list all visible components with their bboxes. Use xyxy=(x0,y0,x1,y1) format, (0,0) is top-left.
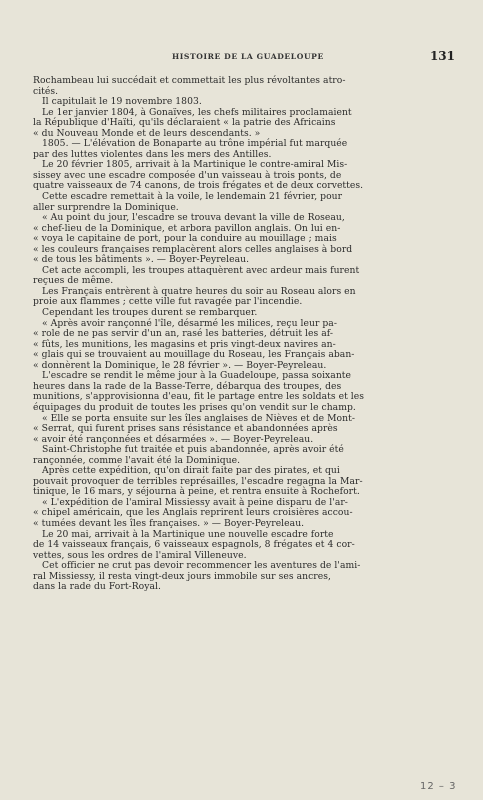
text-line: Cet acte accompli, les troupes attaquèrent avec ardeur mais furent xyxy=(42,264,360,276)
text-line: « L'expédition de l'amiral Missiessy avait à peine disparu de l'ar- xyxy=(42,496,348,508)
text-line: « glais qui se trouvaient au mouillage du Roseau, les Français aban- xyxy=(33,349,355,361)
text-line: « fûts, les munitions, les magasins et pris vingt-deux navires an- xyxy=(33,338,336,350)
text-line: munitions, s'approvisionna d'eau, fit le partage entre les soldats et les xyxy=(33,391,365,403)
text-line: « du Nouveau Monde et de leurs descendants. » xyxy=(33,127,261,139)
text-line: « voya le capitaine de port, pour la conduire au mouillage ; mais xyxy=(33,233,337,245)
text-line: proie aux flammes ; cette ville fut ravagée par l'incendie. xyxy=(33,296,303,308)
text-line: heures dans la rade de la Basse-Terre, débarqua des troupes, des xyxy=(33,380,342,392)
text-line: 1805. — L'élévation de Bonaparte au trône impérial fut marquée xyxy=(42,138,348,150)
text-line: « avoir été rançonnées et désarmées ». — Boyer-Peyreleau. xyxy=(33,433,314,445)
text-line: Il capitulait le 19 novembre 1803. xyxy=(42,96,202,108)
text-line: aller surprendre la Dominique. xyxy=(33,201,179,213)
text-line: « Serrat, qui furent prises sans résistance et abandonnées après xyxy=(33,423,338,435)
text-line: cités. xyxy=(33,85,59,97)
text-line: dans la rade du Fort-Royal. xyxy=(33,581,161,593)
text-line: Cette escadre remettait à la voile, le lendemain 21 février, pour xyxy=(42,191,343,203)
text-line: tinique, le 16 mars, y séjourna à peine, et rentra ensuite à Rochefort. xyxy=(33,486,360,498)
text-line: Le 1er janvier 1804, à Gonaïves, les chefs militaires proclamaient xyxy=(42,106,352,118)
text-line: Cependant les troupes durent se rembarquer. xyxy=(42,307,258,319)
text-line: Saint-Christophe fut traitée et puis abandonnée, après avoir été xyxy=(42,444,344,456)
text-line: Les Français entrèrent à quatre heures du soir au Roseau alors en xyxy=(42,285,356,297)
text-line: quatre vaisseaux de 74 canons, de trois frégates et de deux corvettes. xyxy=(33,180,364,192)
running-title: HISTOIRE DE LA GUADELOUPE xyxy=(172,52,324,61)
text-line: la République d'Haïti, qu'ils déclaraient « la patrie des Africains xyxy=(33,117,336,129)
body-text xyxy=(33,76,456,593)
text-line: par des luttes violentes dans les mers des Antilles. xyxy=(33,148,272,160)
text-line: ral Missiessy, il resta vingt-deux jours immobile sur ses ancres, xyxy=(33,570,331,582)
text-line: « donnèrent la Dominique, le 28 février ». — Boyer-Peyreleau. xyxy=(33,359,327,371)
text-line: « les couleurs françaises remplacèrent alors celles anglaises à bord xyxy=(33,243,353,255)
text-line: « Après avoir rançonné l'île, désarmé les milices, reçu leur pa- xyxy=(42,317,337,329)
text-line: équipages du produit de toutes les prises qu'on vendit sur le champ. xyxy=(33,401,356,413)
text-line: sissey avec une escadre composée d'un vaisseau à trois ponts, de xyxy=(33,169,342,181)
page-header xyxy=(0,49,483,66)
text-line: rançonnée, comme l'avait été la Dominique. xyxy=(33,454,241,466)
text-line: Le 20 février 1805, arrivait à la Martinique le contre-amiral Mis- xyxy=(42,159,348,171)
text-line: Après cette expédition, qu'on dirait faite par des pirates, et qui xyxy=(42,465,340,477)
text-line: Le 20 mai, arrivait à la Martinique une nouvelle escadre forte xyxy=(42,528,334,540)
handwritten-annotation: 12 – 3 xyxy=(420,781,457,792)
text-line: Rochambeau lui succédait et commettait les plus révoltantes atro- xyxy=(33,75,346,86)
text-line: pouvait provoquer de terribles représailles, l'escadre regagna la Mar- xyxy=(33,475,363,487)
text-line: Cet officier ne crut pas devoir recommencer les aventures de l'ami- xyxy=(42,560,361,572)
text-line: « Au point du jour, l'escadre se trouva devant la ville de Roseau, xyxy=(42,212,345,224)
text-line: « de tous les bâtiments ». — Boyer-Peyreleau. xyxy=(33,254,250,266)
text-line: de 14 vaisseaux français, 6 vaisseaux espagnols, 8 frégates et 4 cor- xyxy=(33,539,355,551)
text-line: « tumées devant les îles françaises. » — Boyer-Peyreleau. xyxy=(33,517,305,529)
text-line: vettes, sous les ordres de l'amiral Villeneuve. xyxy=(33,549,247,561)
text-line: « role de ne pas servir d'un an, rasé les batteries, détruit les af- xyxy=(33,328,334,340)
text-line: « Elle se porta ensuite sur les îles anglaises de Nièves et de Mont- xyxy=(42,412,356,424)
text-line: « chipel américain, que les Anglais reprirent leurs croisières accou- xyxy=(33,507,353,519)
text-line: L'escadre se rendit le même jour à la Guadeloupe, passa soixante xyxy=(42,370,352,382)
page-number: 131 xyxy=(429,49,455,63)
text-line: reçues de même. xyxy=(33,275,114,287)
text-line: « chef-lieu de la Dominique, et arbora pavillon anglais. On lui en- xyxy=(33,222,341,234)
